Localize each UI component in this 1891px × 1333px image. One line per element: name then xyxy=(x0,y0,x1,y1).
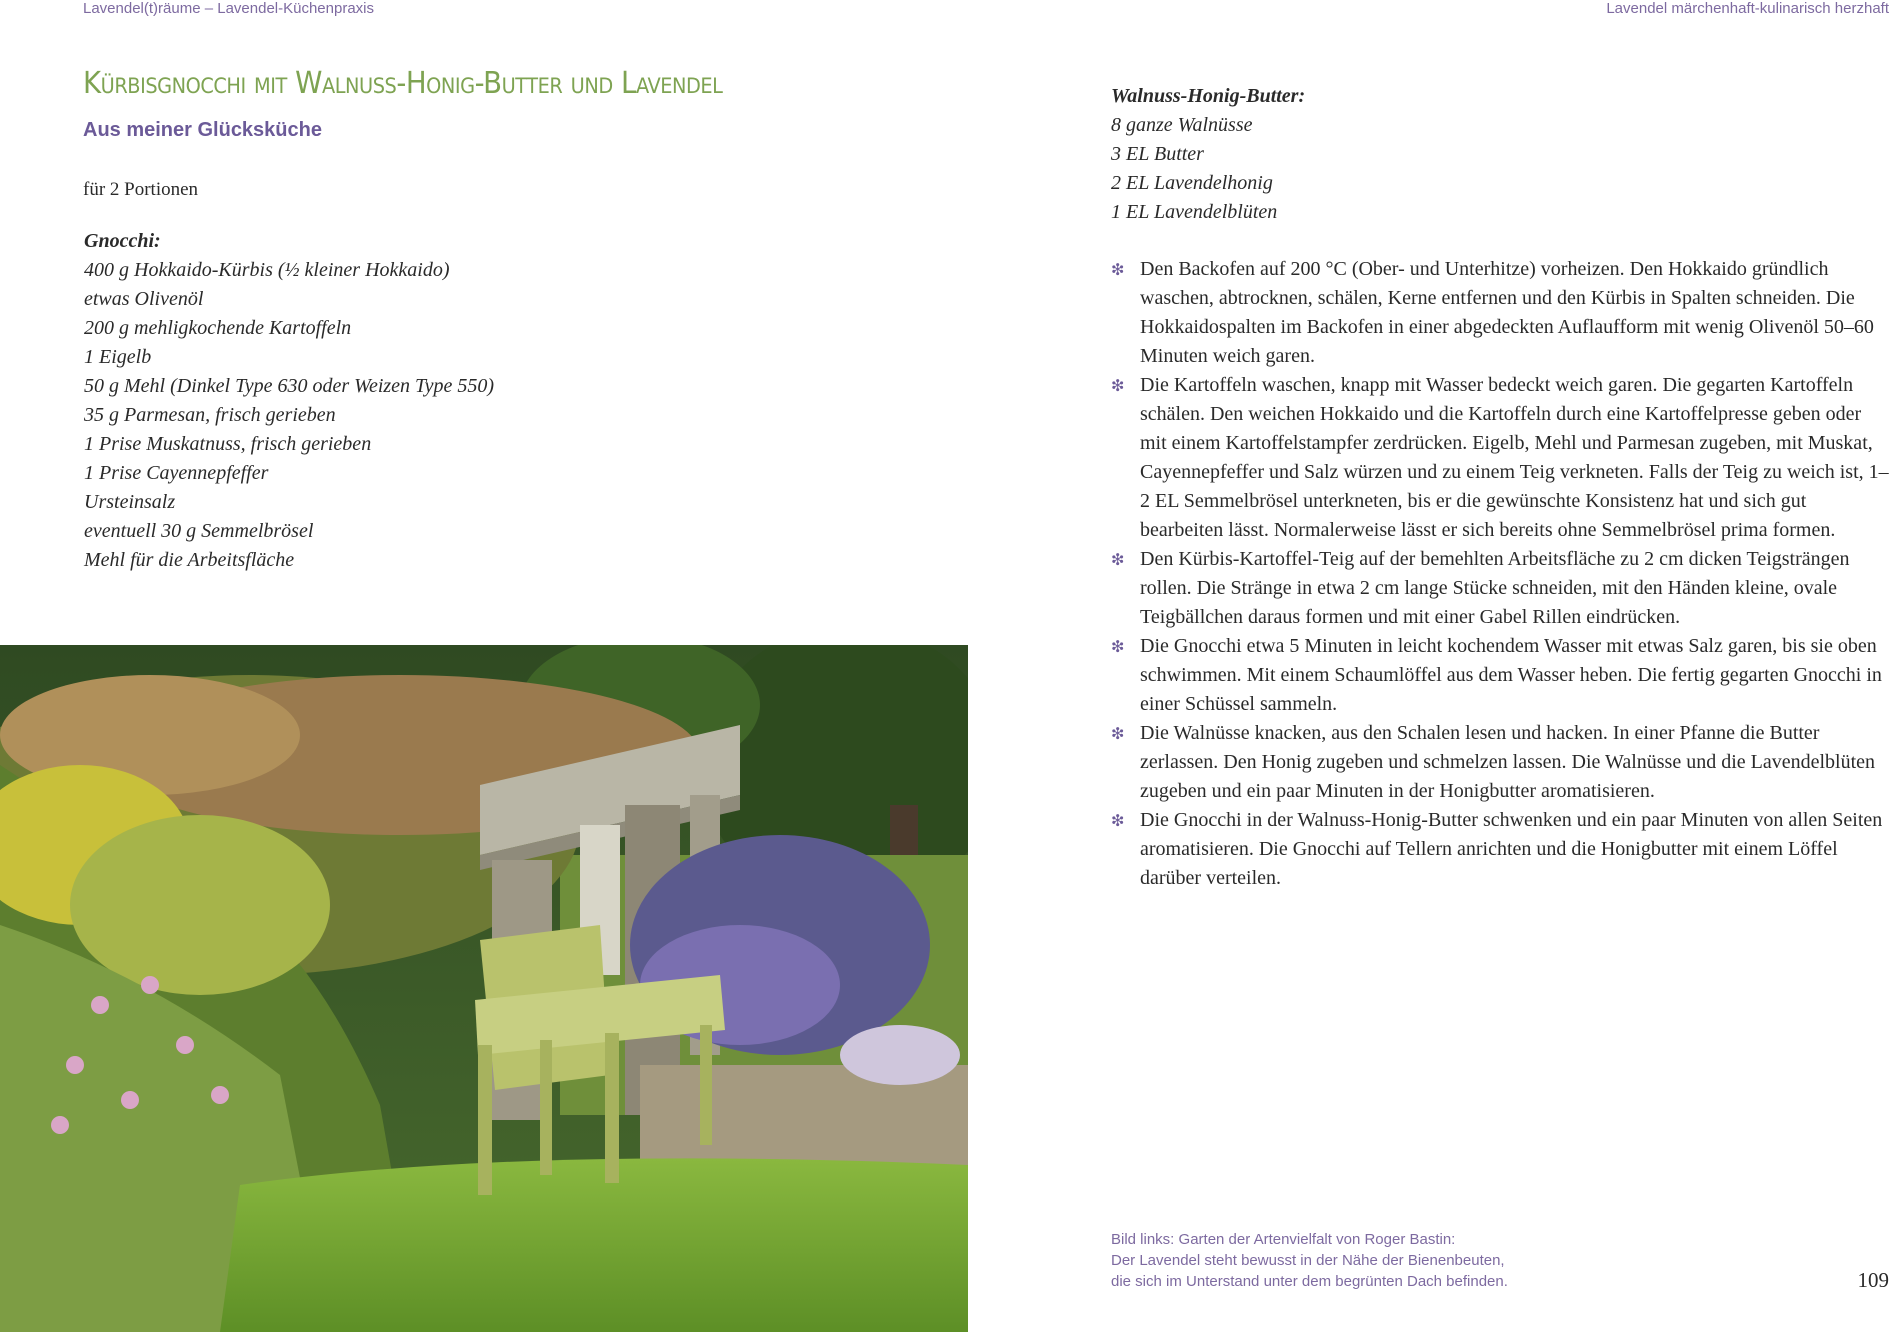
step-item xyxy=(1111,719,1891,806)
ingredient-item: 1 Prise Muskatnuss, frisch gerieben xyxy=(84,433,372,455)
step-text: Den Kürbis-Kartoffel-Teig auf der bemehlten Arbeitsfläche zu 2 cm dicken Teigsträngen rollen. Die Stränge in etwa 2 cm lange Stücke schneiden, mit den Händen kleine, ovale Teigbällchen daraus formen und mit einer Gabel Rillen eindrücken. xyxy=(1140,548,1850,628)
ingredient-item: 3 EL Butter xyxy=(1111,143,1204,165)
gnocchi-heading: Gnocchi: xyxy=(84,230,161,252)
recipe-title: Kürbisgnocchi mit Walnuss-Honig-Butter und Lavendel xyxy=(83,66,723,101)
flower-bullet-icon: ❇ xyxy=(1111,376,1125,395)
ingredient-item: 2 EL Lavendelhonig xyxy=(1111,172,1273,194)
servings: für 2 Portionen xyxy=(83,179,199,200)
running-header-right: Lavendel märchenhaft-kulinarisch herzhaft xyxy=(1606,0,1889,17)
ingredient-item: etwas Olivenöl xyxy=(84,288,204,310)
caption-line: die sich im Unterstand unter dem begrünten Dach befinden. xyxy=(1111,1273,1508,1290)
page-number: 109 xyxy=(1857,1268,1889,1292)
flower-bullet-icon: ❇ xyxy=(1111,724,1125,743)
flower-bullet-icon: ❇ xyxy=(1111,637,1125,656)
step-text: Die Kartoffeln waschen, knapp mit Wasser bedeckt weich garen. Die gegarten Kartoffeln schälen. Den weichen Hokkaido und die Kartoffeln durch eine Kartoffelpresse geben oder mit einem Kartoffelstampfer zerdrücken. Eigelb, Mehl und Parmesan zugeben, mit Muskat, Cayennepfeffer und Salz würzen und zu einem Teig verkneten. Falls der Teig zu weich ist, 1–2 EL Semmelbrösel unterkneten, bis er die gewünschte Konsistenz hat und sich gut bearbeiten lässt. Normalerweise lässt er sich bereits ohne Semmelbrösel prima formen. xyxy=(1140,374,1889,541)
step-item xyxy=(1111,632,1891,719)
flower-bullet-icon: ❇ xyxy=(1111,260,1125,279)
ingredient-item: Ursteinsalz xyxy=(84,491,176,513)
ingredient-item: 35 g Parmesan, frisch gerieben xyxy=(84,404,336,426)
ingredient-item: eventuell 30 g Semmelbrösel xyxy=(84,520,314,542)
ingredient-item: 1 EL Lavendelblüten xyxy=(1111,201,1278,223)
ingredient-item: 200 g mehligkochende Kartoffeln xyxy=(84,317,352,339)
running-header-left: Lavendel(t)räume – Lavendel-Küchenpraxis xyxy=(83,0,375,17)
ingredient-item: Mehl für die Arbeitsfläche xyxy=(84,549,295,571)
recipe-subtitle: Aus meiner Glücksküche xyxy=(83,119,322,141)
preparation-steps xyxy=(1111,255,1891,893)
flower-bullet-icon: ❇ xyxy=(1111,811,1125,830)
garden-bench-photo xyxy=(0,645,968,1332)
step-text: Die Gnocchi etwa 5 Minuten in leicht kochendem Wasser mit etwas Salz garen, bis sie oben schwimmen. Mit einem Schaumlöffel aus dem Wasser heben. Die fertig gegarten Gnocchi in einer Schüssel sammeln. xyxy=(1140,635,1882,715)
step-item xyxy=(1111,806,1891,893)
gnocchi-ingredients xyxy=(84,227,494,575)
ingredient-item: 1 Eigelb xyxy=(84,346,152,368)
step-text: Die Gnocchi in der Walnuss-Honig-Butter schwenken und ein paar Minuten von allen Seiten aromatisieren. Die Gnocchi auf Tellern anrichten und die Honigbutter mit einem Löffel darüber verteilen. xyxy=(1140,809,1883,889)
ingredient-item: 50 g Mehl (Dinkel Type 630 oder Weizen Type 550) xyxy=(84,375,495,397)
butter-ingredients xyxy=(1111,82,1305,227)
step-item xyxy=(1111,371,1891,545)
ingredient-item: 8 ganze Walnüsse xyxy=(1111,114,1253,136)
flower-bullet-icon: ❇ xyxy=(1111,550,1125,569)
caption-line: Der Lavendel steht bewusst in der Nähe der Bienenbeuten, xyxy=(1111,1252,1505,1269)
step-item xyxy=(1111,255,1891,371)
photo-caption xyxy=(1111,1229,1508,1292)
step-text: Die Walnüsse knacken, aus den Schalen lesen und hacken. In einer Pfanne die Butter zerlassen. Den Honig zugeben und schmelzen lassen. Die Walnüsse und die Lavendelblüten zugeben und ein paar Minuten in der Honigbutter aromatisieren. xyxy=(1140,722,1876,802)
step-text: Den Backofen auf 200 °C (Ober- und Unterhitze) vorheizen. Den Hokkaido gründlich waschen, abtrocknen, schälen, Kerne entfernen und den Kürbis in Spalten schneiden. Die Hokkaidospalten im Backofen in einer abgedeckten Auflaufform mit wenig Olivenöl 50–60 Minuten weich garen. xyxy=(1140,258,1874,367)
step-item xyxy=(1111,545,1891,632)
ingredient-item: 400 g Hokkaido-Kürbis (½ kleiner Hokkaido) xyxy=(84,259,450,281)
caption-line: Bild links: Garten der Artenvielfalt von Roger Bastin: xyxy=(1111,1231,1456,1248)
ingredient-item: 1 Prise Cayennepfeffer xyxy=(84,462,269,484)
butter-heading: Walnuss-Honig-Butter: xyxy=(1111,85,1306,107)
